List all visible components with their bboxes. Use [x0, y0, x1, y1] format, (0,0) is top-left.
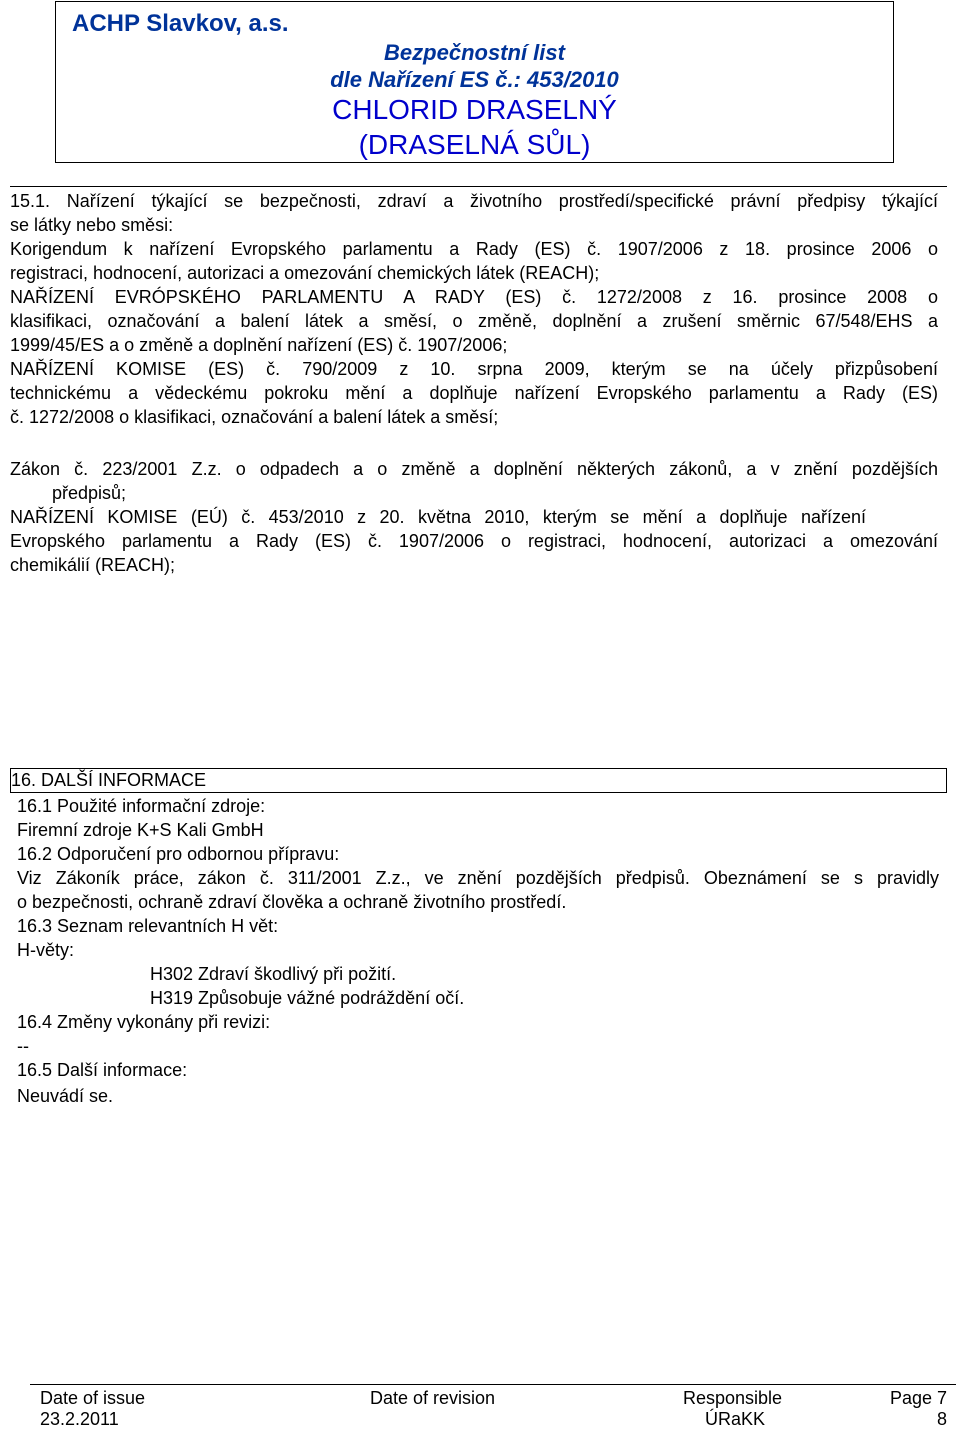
section-16-2-text-cont: o bezpečnosti, ochraně zdraví člověka a ochraně životního prostředí. [17, 892, 567, 912]
text-line: technickému a vědeckému pokroku mění a doplňuje nařízení Evropského parlamentu a Rady (ES) [10, 383, 938, 403]
text-line: Korigendum k nařízení Evropského parlamentu a Rady (ES) č. 1907/2006 z 18. prosince 2006 o [10, 239, 938, 259]
h-statements-label: H-věty: [17, 940, 75, 960]
responsible-label: Responsible [683, 1388, 783, 1408]
section-16-1-text: Firemní zdroje K+S Kali GmbH [17, 820, 264, 840]
responsible-value: ÚRaKK [705, 1409, 766, 1429]
section-16-1-title: 16.1 Použité informační zdroje: [17, 796, 266, 816]
section-16-5-title: 16.5 Další informace: [17, 1060, 188, 1080]
h-statement-h302: H302 Zdraví škodlivý při požití. [150, 964, 397, 984]
page-number: Page 7 [890, 1388, 948, 1408]
product-name: CHLORID DRASELNÝ [332, 94, 617, 125]
text-line: NAŘÍZENÍ KOMISE (ES) č. 790/2009 z 10. srpna 2009, kterým se na účely přizpůsobení [10, 359, 938, 379]
section-16-2-text: Viz Zákoník práce, zákon č. 311/2001 Z.z., ve znění pozdějších předpisů. Obeznámení se s pravidly [17, 868, 939, 888]
text-line: chemikálií (REACH); [10, 555, 176, 575]
section-16-4-title: 16.4 Změny vykonány při revizi: [17, 1012, 271, 1032]
text-line: Zákon č. 223/2001 Z.z. o odpadech a o změně a doplnění některých zákonů, a v znění pozdějších [10, 459, 938, 479]
section-16-4-text: -- [17, 1036, 29, 1056]
page-total: 8 [937, 1409, 948, 1429]
section-16-2-title: 16.2 Odporučení pro odbornou přípravu: [17, 844, 340, 864]
section-16-title: 16. DALŠÍ INFORMACE [10, 768, 947, 793]
text-line: předpisů; [52, 483, 127, 503]
product-name-alt: (DRASELNÁ SŮL) [358, 129, 591, 160]
sheet-title: Bezpečnostní list [384, 40, 565, 65]
date-of-issue-label: Date of issue [40, 1388, 146, 1408]
company-name: ACHP Slavkov, a.s. [72, 10, 289, 37]
text-line: č. 1272/2008 o klasifikaci, označování a balení látek a směsí; [10, 407, 499, 427]
document-header [55, 1, 894, 163]
date-of-issue-value: 23.2.2011 [40, 1409, 119, 1429]
section-15-laws [10, 457, 938, 577]
text-line: se látky nebo směsi: [10, 215, 174, 235]
text-line: Evropského parlamentu a Rady (ES) č. 1907/2006 o registraci, hodnocení, autorizaci a omezování [10, 531, 938, 551]
text-line: NAŘÍZENÍ EVRÓPSKÉHO PARLAMENTU A RADY (ES) č. 1272/2008 z 16. prosince 2008 o [10, 287, 938, 307]
h-statement-h319: H319 Způsobuje vážné podráždění očí. [150, 988, 465, 1008]
date-of-revision-label: Date of revision [370, 1388, 496, 1408]
section-16-3-title: 16.3 Seznam relevantních H vět: [17, 916, 279, 936]
text-line: registraci, hodnocení, autorizaci a omezování chemických látek (REACH); [10, 263, 600, 283]
regulation-reference: dle Nařízení ES č.: 453/2010 [330, 67, 619, 92]
text-line: 1999/45/ES a o změně a doplnění nařízení (ES) č. 1907/2006; [10, 335, 508, 355]
section-16-5-text: Neuvádí se. [17, 1086, 114, 1106]
footer-divider [30, 1384, 956, 1385]
section-15-1 [10, 189, 938, 429]
divider [10, 186, 947, 187]
text-line: klasifikaci, označování a balení látek a směsí, o změně, doplnění a zrušení směrnic 67/548/EHS a [10, 311, 938, 331]
text-line: NAŘÍZENÍ KOMISE (EÚ) č. 453/2010 z 20. května 2010, kterým se mění a doplňuje nařízení [10, 507, 866, 527]
text-line: 15.1. Nařízení týkající se bezpečnosti, zdraví a životního prostředí/specifické právní předpisy týkající [10, 191, 938, 211]
